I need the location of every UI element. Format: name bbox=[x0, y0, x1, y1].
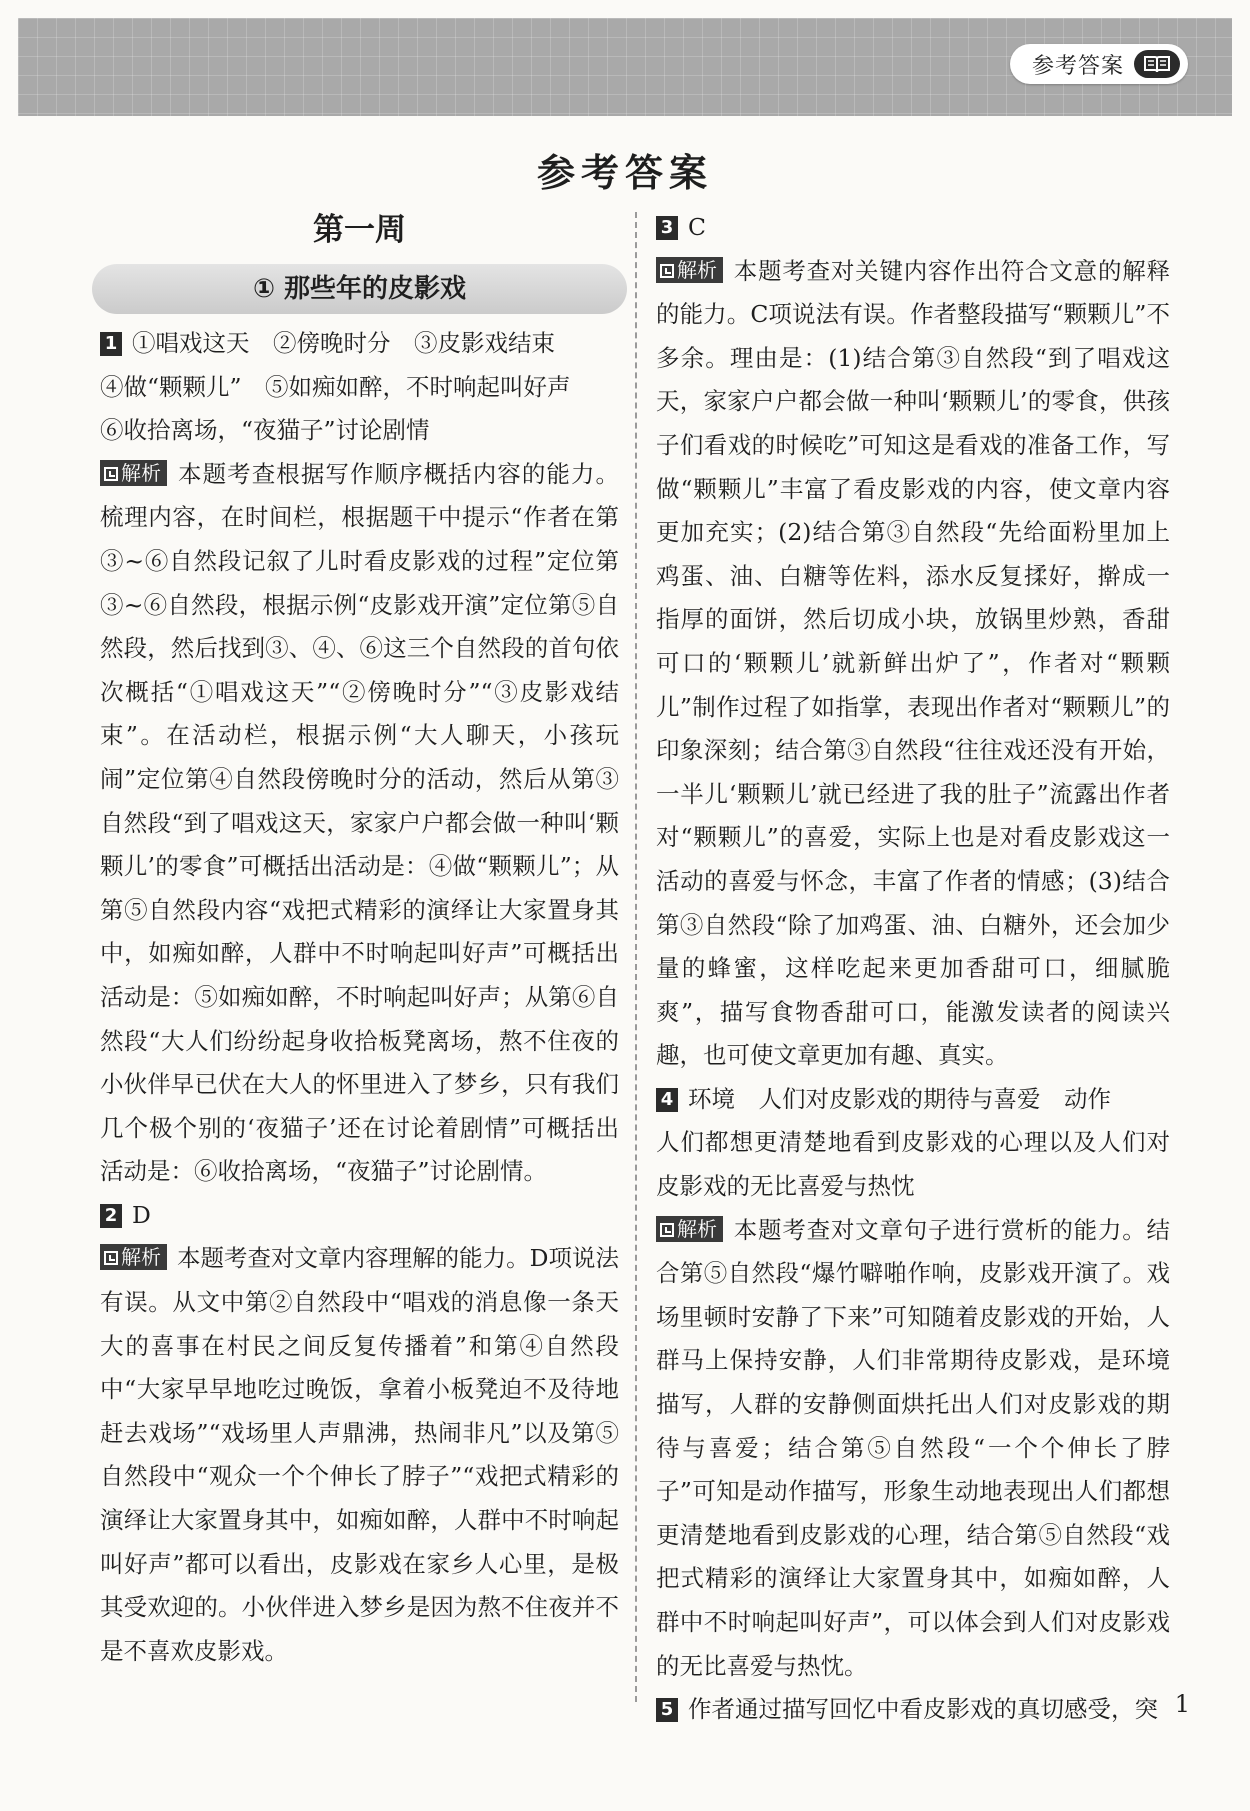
lesson-title: ① 那些年的皮影戏 bbox=[92, 264, 627, 314]
jiexi-label: 解析 bbox=[100, 460, 167, 486]
q4-number: 4 bbox=[656, 1088, 678, 1112]
q3-explanation-text: 本题考查对关键内容作出符合文意的解释的能力。C项说法有误。作者整段描写“颗颗儿”不多余。理由是：(1)结合第③自然段“到了唱戏这天，家家户户都会做一种叫‘颗颗儿’的零食，供孩子们看戏的时候吃”可知这是看戏的准备工作，写做“颗颗儿”丰富了看皮影戏的内容，使文章内容更加充实；(2)结合第③自然段“先给面粉里加上鸡蛋、油、白糖等佐料，添水反复揉好，擀成一指厚的面饼，然后切成小块，放锅里炒熟，香甜可口的‘颗颗儿’就新鲜出炉了”，作者对“颗颗儿”制作过程了如指掌，表现出作者对“颗颗儿”的印象深刻；结合第③自然段“往往戏还没有开始，一半儿‘颗颗儿’就已经进了我的肚子”流露出作者对“颗颗儿”的喜爱，实际上也是对看皮影戏这一活动的喜爱与怀念，丰富了作者的情感；(3)结合第③自然段“除了加鸡蛋、油、白糖外，还会加少量的蜂蜜，这样吃起来更加香甜可口，细腻脆爽”，描写食物香甜可口，能激发读者的阅读兴趣，也可使文章更加有趣、真实。 bbox=[656, 256, 1170, 1070]
q4-explanation-text: 本题考查对文章句子进行赏析的能力。结合第⑤自然段“爆竹噼啪作响，皮影戏开演了。戏场里顿时安静了下来”可知随着皮影戏的开始，人群马上保持安静，人们非常期待皮影戏，是环境描写，人群的安静侧面烘托出人们对皮影戏的期待与喜爱；结合第⑤自然段“一个个伸长了脖子”可知是动作描写，形象生动地表现出人们都想更清楚地看到皮影戏的心理，结合第⑤自然段“戏把式精彩的演绎让大家置身其中，如痴如醉，人群中不时响起叫好声”，可以体会到人们对皮影戏的无比喜爱与热忱。 bbox=[656, 1215, 1170, 1680]
q4-answer-line-2: 人们都想更清楚地看到皮影戏的心理以及人们对皮影戏的无比喜爱与热忱 bbox=[656, 1128, 1170, 1201]
q2-explanation bbox=[100, 1237, 619, 1673]
page-number: 1 bbox=[1174, 1690, 1190, 1718]
tab-label: 参考答案 bbox=[1031, 53, 1124, 79]
q1-answer-line-3: ⑥收拾离场，“夜猫子”讨论剧情 bbox=[100, 416, 430, 445]
q1-answer-line-1: ①唱戏这天 ②傍晚时分 ③皮影戏结束 bbox=[132, 329, 555, 357]
checkbox-icon bbox=[660, 1223, 674, 1237]
q3-explanation bbox=[656, 250, 1170, 1078]
q1-answer-line-2: ④做“颗颗儿” ⑤如痴如醉，不时响起叫好声 bbox=[100, 372, 571, 401]
q1-explanation bbox=[100, 453, 619, 1194]
left-column bbox=[100, 206, 619, 1673]
q4-answer-line-1: 环境 人们对皮影戏的期待与喜爱 动作 bbox=[688, 1084, 1111, 1113]
column-divider bbox=[635, 212, 637, 1702]
q1-number: 1 bbox=[100, 332, 122, 356]
q5-answer-text: 作者通过描写回忆中看皮影戏的真切感受，突 bbox=[688, 1695, 1158, 1724]
checkbox-icon bbox=[660, 264, 674, 278]
q4-answer bbox=[656, 1078, 1170, 1209]
right-column bbox=[656, 206, 1170, 1732]
q2-answer-text: D bbox=[132, 1200, 151, 1229]
answer-tab bbox=[1010, 44, 1188, 84]
page-title: 参考答案 bbox=[536, 150, 713, 195]
q3-answer bbox=[656, 206, 1170, 250]
week-title: 第一周 bbox=[313, 212, 406, 248]
q2-explanation-text: 本题考查对文章内容理解的能力。D项说法有误。从文中第②自然段中“唱戏的消息像一条天大的喜事在村民之间反复传播着”和第④自然段中“大家早早地吃过晚饭，拿着小板凳迫不及待地赶去戏场”“戏场里人声鼎沸，热闹非凡”以及第⑤自然段中“观众一个个伸长了脖子”“戏把式精彩的演绎让大家置身其中，如痴如醉，人群中不时响起叫好声”都可以看出，皮影戏在家乡人心里，是极其受欢迎的。小伙伴进入梦乡是因为熬不住夜并不是不喜欢皮影戏。 bbox=[100, 1244, 619, 1665]
checkbox-icon bbox=[104, 467, 118, 481]
q3-number: 3 bbox=[656, 216, 678, 240]
checkbox-icon bbox=[104, 1251, 118, 1265]
q5-answer bbox=[656, 1688, 1170, 1732]
jiexi-label: 解析 bbox=[100, 1244, 167, 1270]
q1-explanation-text: 本题考查根据写作顺序概括内容的能力。梳理内容，在时间栏，根据题干中提示“作者在第③~⑥自然段记叙了儿时看皮影戏的过程”定位第③~⑥自然段，根据示例“皮影戏开演”定位第⑤自然段，然后找到③、④、⑥这三个自然段的首句依次概括“①唱戏这天”“②傍晚时分”“③皮影戏结束”。在活动栏，根据示例“大人聊天，小孩玩闹”定位第④自然段傍晚时分的活动，然后从第③自然段“到了唱戏这天，家家户户都会做一种叫‘颗颗儿’的零食”可概括出活动是：④做“颗颗儿”；从第⑤自然段内容“戏把式精彩的演绎让大家置身其中，如痴如醉，人群中不时响起叫好声”可概括出活动是：⑤如痴如醉，不时响起叫好声；从第⑥自然段“大人们纷纷起身收拾板凳离场，熬不住夜的小伙伴早已伏在大人的怀里进入了梦乡，只有我们几个极个别的‘夜猫子’还在讨论着剧情”可概括出活动是：⑥收拾离场，“夜猫子”讨论剧情。 bbox=[100, 459, 619, 1186]
q4-explanation bbox=[656, 1209, 1170, 1689]
jiexi-label: 解析 bbox=[656, 1216, 723, 1242]
q5-number: 5 bbox=[656, 1698, 678, 1722]
jiexi-label: 解析 bbox=[656, 257, 723, 283]
q2-number: 2 bbox=[100, 1204, 122, 1228]
q3-answer-text: C bbox=[688, 213, 706, 241]
q2-answer bbox=[100, 1194, 619, 1238]
q1-answer bbox=[100, 322, 619, 453]
book-icon bbox=[1134, 50, 1180, 78]
